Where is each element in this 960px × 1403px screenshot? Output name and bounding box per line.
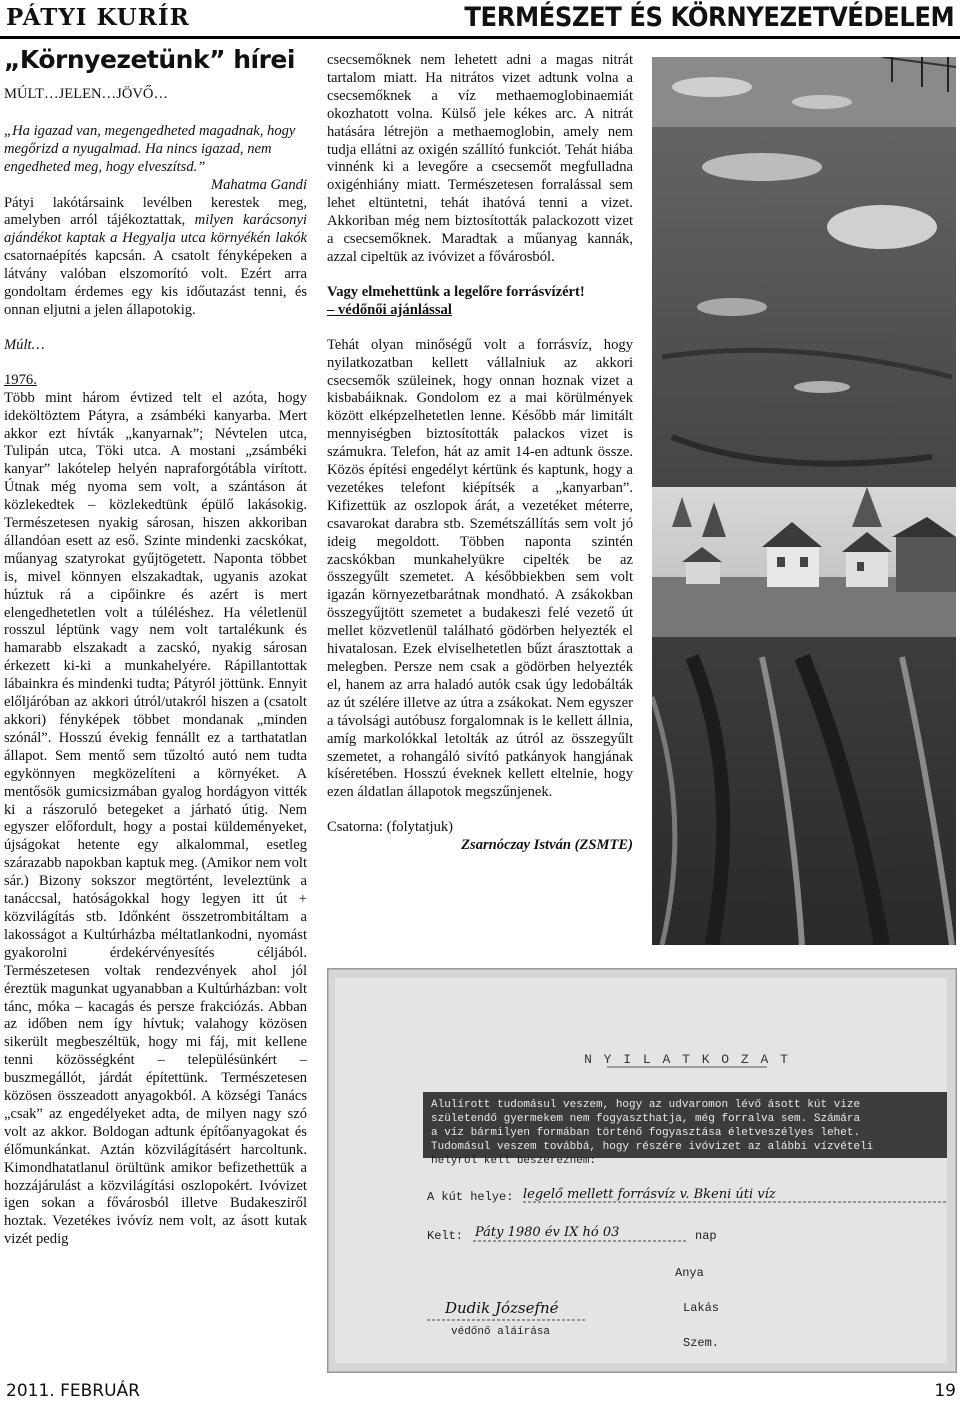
muddy-road-photo bbox=[652, 57, 956, 945]
body-middle-1: csecsemőknek nem lehetett adni a magas nitrát tartalom miatt. Ha nitrátos vizet adtunk volna a csecsemőknek a víz methaemoglobinaemiát okozhatott volna. Külső jele kékes arc. A nitrát hatására létrejön a methaemoglobin, amely nem tudja ellátni az oxigén szállító funkciót. Tehát hiába vinnénk ki a levegőre a csecsemőt megfulladna oxigénhiány miatt. Természetesen forralással sem lehet eltüntetni, tehát ihatóvá tenni a vizet. Akkoriban még nem biztosították palackozott vizet a csecsemőknek. Maradtak a műanyag kannák, azzal cipeltük az ivóvizet a fővárosból. bbox=[327, 52, 633, 265]
middle-column bbox=[327, 52, 633, 855]
footer-date: 2011. FEBRUÁR bbox=[6, 1381, 140, 1401]
spring-water-subheading: – védőnői ajánlással bbox=[327, 301, 452, 318]
past-heading: Múlt… bbox=[4, 336, 45, 353]
doc-line-4: Tudomásul veszem továbbá, hogy részére ivóvizet az alábbi vízvételi bbox=[431, 1141, 874, 1153]
doc-kelt-value: Páty 1980 év IX hó 03 bbox=[475, 1225, 620, 1240]
intro-paragraph bbox=[4, 195, 307, 320]
doc-vedono-signature: Dudik Józsefné bbox=[445, 1299, 559, 1317]
quote-author: Mahatma Gandi bbox=[210, 176, 307, 193]
publication-name: PÁTYI KURÍR bbox=[6, 4, 190, 31]
section-title: TERMÉSZET ÉS KÖRNYEZETVÉDELEM bbox=[464, 2, 954, 33]
body-left: Több mint három évtized telt el azóta, hogy ideköltöztem Pátyra, a zsámbéki kanyarba. Mert akkor ezt hívták „kanyarnak”; Névtelen utca, Tulipán utca, Töki utca. A mostani „zsámbéki kanyar” lakótelep helyén napraforgótábla virított. Útnak még nyoma sem volt, a szántáson át közlekedtek – közlekedtünk épülő lakásokig. Természetesen nyakig sárosan, hiszen akkoriban állandóan esett az eső. Szinte mindenki zacskókat, műanyag szatyrokat gyűjtögetett. Naponta többet is, mivel könnyen elszakadtak, ugyanis azokat húztuk rá a cipőinkre és azért is mert elengedhetetlen volt a túléléshez. Ha véletlenül rosszul léptünk vagy nem volt tartalékunk és hamarabb elszakadt a zacskó, nyakig sárosan érkezett ki-ki a munkahelyére. Rápillantottak lábainkra és mindenki tudta; Pátyról jöttünk. Ennyit előljáróban az akkori útról/utakról hiszen a (csatolt akkori) fényképek többet mondanak „minden szónál”. Hosszú évekig fennállt ez a tarthatatlan állapot. Sem mentő sem tűzoltó autó nem tudta egykönnyen megközelíteni a környéket. A mentősök gumicsizmában gyalog hordágyon vitték ki a rászoruló betegeket a járható útig. Nem egyszer előfordult, hogy a postai küldeményeket, újságokat hetente egy alkalommal, esetleg szárazabb napokban kaptuk meg. (Amikor nem volt sár.) Bizony sokszor megtörtént, leveleztünk a tanáccsal, hatóságokkal hogy legyen itt út + közvilágítás stb. Időnként összetrombitáltam a lakosságot a Kultúrházba méltatlankodni, nyomást gyakorolni érdekérvényesítés céljából. Természetesen voltak rendezvények ahol jól éreztük magunkat ugyanabban a Kultúrházban: volt tánc, móka – kacagás és persze frakciózás. Abban az időben nem így hívtuk; valahogy közösen sikerült megbeszéltük, hogy mi fáj, mit kellene tenni közösségként – településünkért – buszmegállót, járdát építettünk. Természetesen közösen összeadott anyagokból. A községi Tanács „csak” az engedélyeket adta, de milyen nagy szó volt az akkor. Boldogan adtunk építőanyagokat és élőmunkánkat. Aztán közvilágításért harcoltunk. Kimondhatatlanul örültünk amikor befizethettük a hozzájárulást a közvilágítási oszlopokért. Ivóvizet igen sokan a fővárosból illetve Budakesziről hoztak. Vezetékes ivóvíz nem volt, az ásott kutak vizét pedig bbox=[4, 389, 307, 1248]
doc-kelt-label: Kelt: bbox=[427, 1229, 464, 1243]
doc-line-3: a víz bármilyen formában történő fogyasztása életveszélyes lehet. bbox=[431, 1127, 861, 1139]
body-middle-2: Tehát olyan minőségű volt a forrásvíz, hogy nyilatkozatban kellett vállalniuk az akkori csecsemők szüleinek, hogy onnan hoznak vizet a kisbabáiknak. Gondolom ez a mai körülmények között elképzelhetetlen lenne. Később már limitált mennyiségben biztosították palackos vizet is számukra. Telefon, hát az amit 14-en adtunk össze. Közös építési engedélyt kértünk és kaptunk, hogy a vezetékes telefont kiépítsék a „kanyarban”. Kifizettük az oszlopok árát, a vezetéket méterre, csavarokat darabra stb. Szemétszállítás sem volt jó ideig megoldott. Többen naponta szintén zacskókban munkahelyükre cipelték be az összegyűlt szemetet. A későbbiekben sem volt igazán környezetbarátnak mondható. A zsákokban összegyűjtött szemetet a budakeszi felé vezető út mellet közvetlenül található gödörben helyezték el hivatalosan. Ezek elviselhetetlen bűzt árasztottak a melegben. Persze nem csak a gödörben helyezték el, hanem az arra haladó autók csak úgy ledobálták az út szélére illetve az útra a zsákokat. Nem egyszer a távolsági autóbusz forgalomnak is le kellett állnia, amíg markolókkal letolták az útról az összegyűlt szemetet, a rohangáló sivító patkányok hangjának kíséretében. Hosszú éveknek kellett eltelnie, hogy ezen áldatlan állapotok megszűnjenek. bbox=[327, 336, 633, 801]
doc-nap-label: nap bbox=[695, 1229, 717, 1243]
doc-line-2: születendő gyermekem nem fogyaszthatja, még forralva sem. Számára bbox=[431, 1113, 861, 1125]
left-column bbox=[4, 44, 307, 1249]
doc-anya-label: Anya bbox=[675, 1266, 704, 1280]
intro-text-c: csatornaépítés kapcsán. A csatolt fényképeken a látvány valóban elszomorító volt. Ezért arra gondoltam érdemes egy kis időutazást tenni, és onnan eljutni a jelen állapotokig. bbox=[4, 248, 307, 318]
intro-text-b: milyen karácsonyi ajándékot kaptak a Hegyalja utca környékén lakók bbox=[4, 212, 307, 247]
doc-line-1: Alulírott tudomásul veszem, hogy az udvaromon lévő ásott kút vize bbox=[431, 1099, 861, 1111]
spring-water-heading: Vagy elmehettünk a legelőre forrásvízért! bbox=[327, 283, 585, 300]
year-heading: 1976. bbox=[4, 371, 37, 388]
page-number: 19 bbox=[934, 1381, 956, 1401]
author-signature: Zsarnóczay István (ZSMTE) bbox=[461, 837, 633, 854]
sign-line: Csatorna: (folytatjuk) bbox=[327, 819, 454, 836]
article-subhead: MÚLT…JELEN…JÖVŐ… bbox=[4, 86, 169, 102]
doc-kut-value: legelő mellett forrásvíz v. Bkeni úti víz bbox=[523, 1187, 776, 1202]
doc-title: N Y I L A T K O Z A T bbox=[584, 1052, 790, 1067]
doc-szem-label: Szem. bbox=[683, 1336, 720, 1350]
article-title: „Környezetünk” hírei bbox=[4, 45, 295, 74]
declaration-document-photo bbox=[327, 968, 957, 1373]
doc-vedono-label: védőnő aláírása bbox=[451, 1326, 551, 1338]
doc-kut-label: A kút helye: bbox=[427, 1190, 514, 1204]
header-rule bbox=[0, 36, 960, 39]
intro-text-a: Pátyi lakótársaink levélben kerestek meg, amelyben arról tájékoztattak, bbox=[4, 194, 307, 229]
doc-lakas-label: Lakás bbox=[683, 1301, 720, 1315]
doc-line-5: helyről kell beszereznem: bbox=[431, 1155, 597, 1167]
gandhi-quote: „Ha igazad van, megengedheted magadnak, hogy megőrizd a nyugalmad. Ha nincs igazad, nem engedheted meg, hogy elveszítsd.” bbox=[4, 122, 296, 175]
